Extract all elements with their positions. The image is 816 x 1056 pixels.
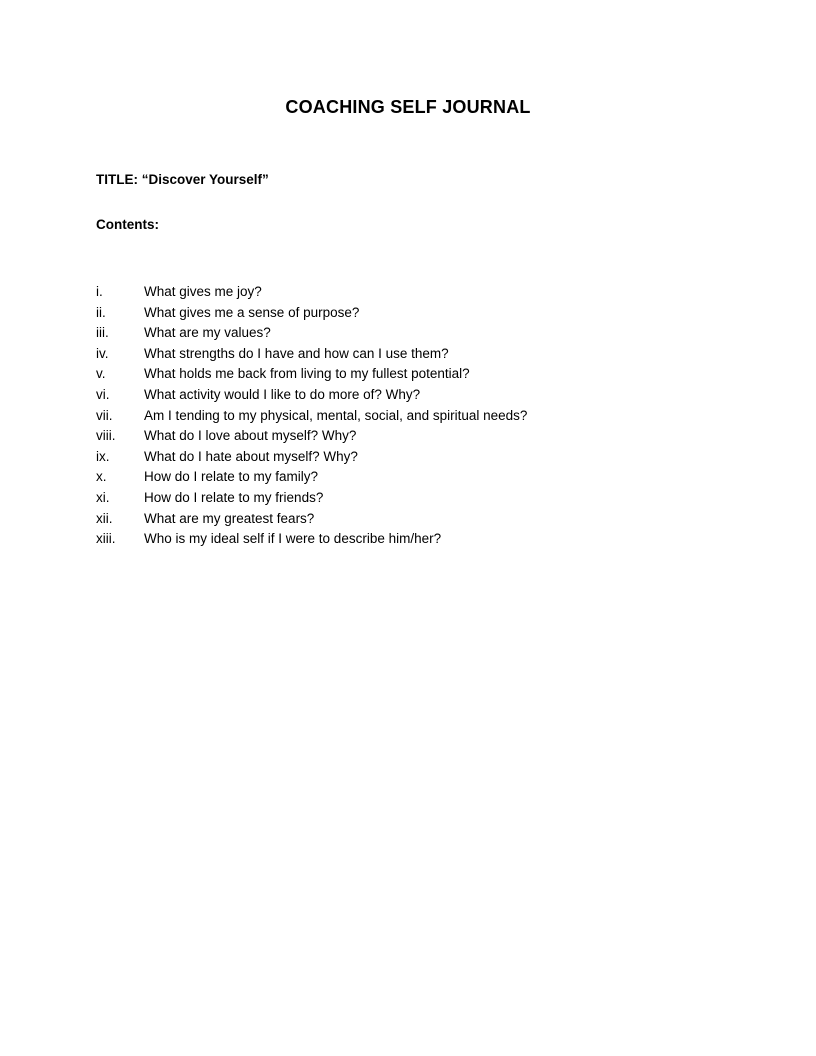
list-item-question: How do I relate to my friends? <box>144 489 324 505</box>
contents-list <box>96 282 736 550</box>
list-item <box>96 282 736 303</box>
document-title: COACHING SELF JOURNAL <box>285 97 531 117</box>
list-item-number: xi. <box>96 489 110 505</box>
list-item-number: x. <box>96 469 107 485</box>
list-item <box>96 406 736 427</box>
list-item <box>96 385 736 406</box>
list-item-number: xiii. <box>96 531 116 547</box>
list-item-question: What gives me joy? <box>144 284 262 299</box>
list-item <box>96 303 736 324</box>
list-item <box>96 488 736 509</box>
journal-subtitle: TITLE: “Discover Yourself” <box>96 172 269 187</box>
list-item-number: vii. <box>96 407 113 423</box>
list-item-number: i. <box>96 284 103 299</box>
contents-heading: Contents: <box>96 217 159 232</box>
list-item-question: What do I love about myself? Why? <box>144 428 357 444</box>
list-item <box>96 529 736 550</box>
list-item-number: iii. <box>96 325 109 341</box>
list-item-question: Who is my ideal self if I were to describe him/her? <box>144 531 442 547</box>
list-item-number: ix. <box>96 448 110 464</box>
list-item <box>96 344 736 365</box>
list-item-number: xii. <box>96 510 113 526</box>
list-item-number: iv. <box>96 345 109 361</box>
list-item-number: v. <box>96 366 106 382</box>
list-item-number: viii. <box>96 428 116 444</box>
list-item <box>96 447 736 468</box>
list-item <box>96 509 736 530</box>
list-item-question: Am I tending to my physical, mental, social, and spiritual needs? <box>144 407 528 423</box>
list-item-question: What strengths do I have and how can I use them? <box>144 345 449 361</box>
list-item <box>96 426 736 447</box>
list-item <box>96 323 736 344</box>
list-item-question: How do I relate to my family? <box>144 469 319 485</box>
list-item-question: What holds me back from living to my fullest potential? <box>144 366 470 382</box>
list-item-question: What gives me a sense of purpose? <box>144 304 360 320</box>
list-item-number: vi. <box>96 386 110 402</box>
list-item-question: What activity would I like to do more of? Why? <box>144 386 421 402</box>
list-item-question: What do I hate about myself? Why? <box>144 448 358 464</box>
list-item-question: What are my greatest fears? <box>144 510 315 526</box>
list-item-question: What are my values? <box>144 325 271 341</box>
list-item <box>96 364 736 385</box>
list-item <box>96 467 736 488</box>
list-item-number: ii. <box>96 304 106 320</box>
